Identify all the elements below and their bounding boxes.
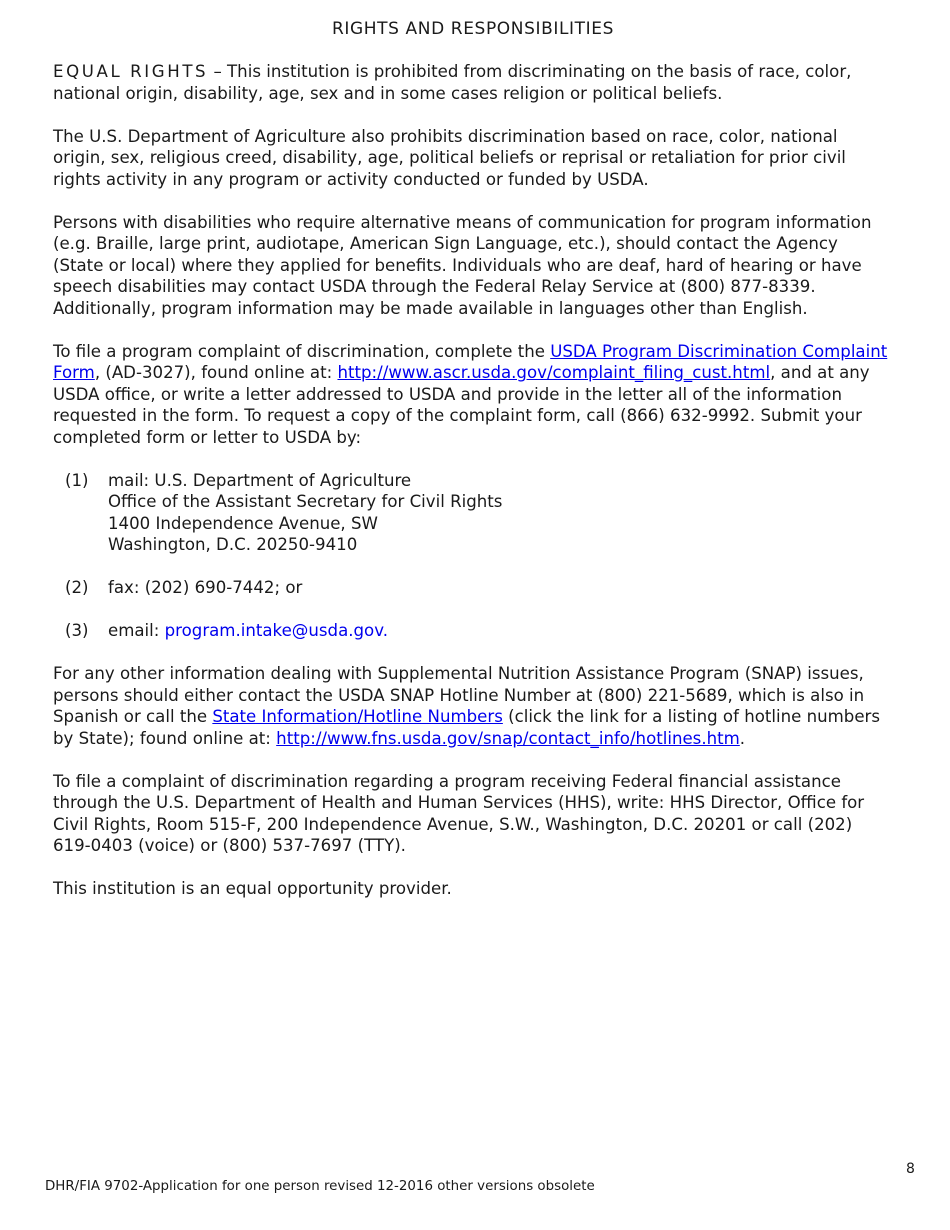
complaint-url-link[interactable]: http://www.ascr.usda.gov/complaint_filing_cust.html: [337, 363, 771, 382]
page-title: RIGHTS AND RESPONSIBILITIES: [332, 19, 614, 39]
snap-text-3: .: [739, 728, 746, 748]
email-label: email:: [108, 621, 165, 640]
mail-line: 1400 Independence Avenue, SW: [108, 513, 378, 533]
page-number: 8: [906, 1161, 915, 1177]
complaint-form-link[interactable]: USDA Program Discrimination Complaint Form: [53, 341, 888, 382]
complaint-text-2: , (AD-3027), found online at:: [94, 363, 338, 382]
item-number: (1): [65, 470, 89, 490]
complaint-text-1: To file a program complaint of discrimination, complete the: [53, 341, 551, 361]
snap-text-1: For any other information dealing with Supplemental Nutrition Assistance Program (SNAP) issues, persons should either contact the USDA SNAP Hotline Number at (800) 221-5689, which is also in Spanish or call the: [53, 664, 865, 726]
mail-line: Office of the Assistant Secretary for Civil Rights: [108, 492, 503, 511]
item-number: (3): [65, 621, 89, 640]
equal-opportunity-paragraph: This institution is an equal opportunity provider.: [53, 879, 452, 898]
equal-rights-heading: EQUAL RIGHTS: [53, 62, 209, 81]
mail-line: mail: U.S. Department of Agriculture: [108, 470, 412, 490]
footer-text: DHR/FIA 9702-Application for one person revised 12-2016 other versions obsolete: [45, 1179, 595, 1194]
equal-rights-paragraph: [53, 61, 893, 104]
hotlines-url-link[interactable]: http://www.fns.usda.gov/snap/contact_info/hotlines.htm: [276, 728, 740, 748]
usda-prohibits-paragraph: The U.S. Department of Agriculture also prohibits discrimination based on race, color, national origin, sex, religious creed, disability, age, political beliefs or reprisal or retaliation for prior civil rights activity in any program or activity conducted or funded by USDA.: [53, 126, 846, 189]
submit-fax-item: [65, 577, 893, 599]
mail-address: [108, 470, 502, 556]
hhs-paragraph: To file a complaint of discrimination regarding a program receiving Federal financial assistance through the U.S. Department of Health and Human Services (HHS), write: HHS Director, Office for Civil Rights, Room 515-F, 200 Independence Avenue, S.W., Washington, D.C. 20201 or call (202) 619-0403 (voice) or (800) 537-7697 (TTY).: [53, 771, 865, 855]
hotline-numbers-link[interactable]: State Information/Hotline Numbers: [212, 707, 503, 726]
snap-text-2: (click the link for a listing of hotline numbers by State); found online at:: [53, 707, 881, 748]
equal-rights-text: – This institution is prohibited from discriminating on the basis of race, color, national origin, disability, age, sex and in some cases religion or political beliefs.: [53, 62, 852, 103]
email-link[interactable]: program.intake@usda.gov.: [164, 621, 388, 640]
complaint-paragraph: [53, 341, 893, 449]
complaint-text-3: , and at any USDA office, or write a letter addressed to USDA and provide in the letter all of the information requested in the form. To request a copy of the complaint form, call (866) 632-9992. Submit your completed form or letter to USDA by:: [53, 363, 870, 447]
submit-mail-item: [65, 470, 893, 556]
disabilities-paragraph: Persons with disabilities who require alternative means of communication for program information (e.g. Braille, large print, audiotape, American Sign Language, etc.), should contact the Agency (State or local) where they applied for benefits. Individuals who are deaf, hard of hearing or have speech disabilities may contact USDA through the Federal Relay Service at (800) 877-8339. Additionally, program information may be made available in languages other than English.: [53, 212, 872, 318]
snap-paragraph: [53, 663, 893, 749]
submit-email-item: [65, 620, 893, 642]
document-body: [53, 61, 893, 921]
item-number: (2): [65, 578, 89, 597]
fax-text: fax: (202) 690-7442; or: [108, 578, 303, 597]
mail-line: Washington, D.C. 20250-9410: [108, 535, 358, 554]
